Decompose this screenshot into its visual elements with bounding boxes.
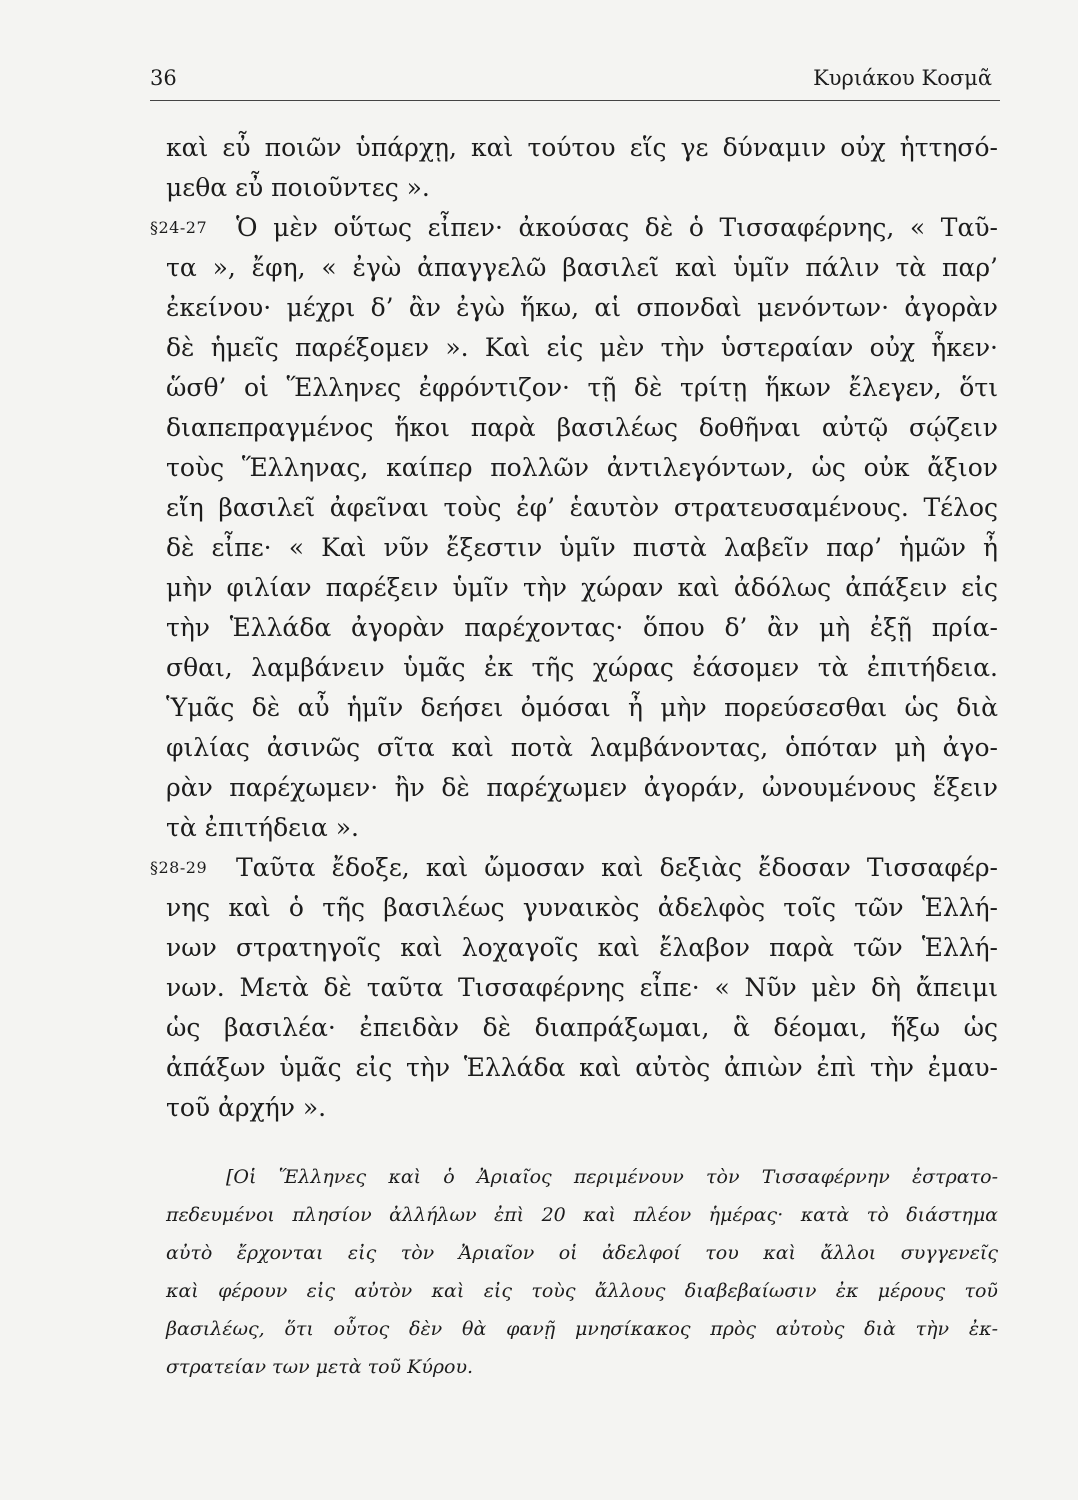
text-line: ρὰν παρέχωμεν· ἢν δὲ παρέχωμεν ἀγοράν, ὠνουμένους ἕξειν xyxy=(166,773,998,802)
text-line: ὥσθ’ οἱ Ἕλληνες ἐφρόντιζον· τῇ δὲ τρίτῃ ἥκων ἔλεγεν, ὅτι xyxy=(166,373,998,402)
text-line: σθαι, λαμβάνειν ὑμᾶς ἐκ τῆς χώρας ἐάσομεν τὰ ἐπιτήδεια. xyxy=(166,653,998,682)
text-line: καὶ εὖ ποιῶν ὑπάρχῃ, καὶ τούτου εἵς γε δύναμιν οὐχ ἡττησό- xyxy=(166,133,998,162)
page-number: 36 xyxy=(150,66,177,90)
section-marker: §28-29 xyxy=(150,858,208,877)
text-line: τὰ ἐπιτήδεια ». xyxy=(166,813,359,842)
running-title: Κυριάκου Κοσμᾶ xyxy=(813,66,992,90)
text-line: τα », ἔφη, « ἐγὼ ἀπαγγελῶ βασιλεῖ καὶ ὑμῖν πάλιν τὰ παρ’ xyxy=(166,253,998,282)
text-line: ἐκείνου· μέχρι δ’ ἂν ἐγὼ ἥκω, αἱ σπονδαὶ μενόντων· ἀγορὰν xyxy=(166,293,998,322)
page-header xyxy=(150,60,1000,101)
text-line: δὲ εἶπε· « Καὶ νῦν ἔξεστιν ὑμῖν πιστὰ λαβεῖν παρ’ ἡμῶν ἦ xyxy=(166,533,998,562)
text-line: νης καὶ ὁ τῆς βασιλέως γυναικὸς ἀδελφὸς τοῖς τῶν Ἑλλή- xyxy=(166,893,998,922)
note-line: καὶ φέρουν εἰς αὐτὸν καὶ εἰς τοὺς ἄλλους διαβεβαίωσιν ἐκ μέρους τοῦ xyxy=(166,1280,998,1302)
note-line: στρατείαν των μετὰ τοῦ Κύρου. xyxy=(166,1356,474,1378)
text-line: ἀπάξων ὑμᾶς εἰς τὴν Ἑλλάδα καὶ αὐτὸς ἀπιὼν ἐπὶ τὴν ἐμαυ- xyxy=(166,1053,998,1082)
text-line: δὲ ἡμεῖς παρέξομεν ». Καὶ εἰς μὲν τὴν ὑστεραίαν οὐχ ἧκεν· xyxy=(166,333,998,362)
text-line: Ὁ μὲν οὕτως εἶπεν· ἀκούσας δὲ ὁ Τισσαφέρνης, « Ταῦ- xyxy=(236,213,998,242)
text-line: τὴν Ἑλλάδα ἀγορὰν παρέχοντας· ὅπου δ’ ἂν μὴ ἐξῇ πρία- xyxy=(166,613,998,642)
text-line: φιλίας ἀσινῶς σῖτα καὶ ποτὰ λαμβάνοντας, ὁπόταν μὴ ἀγο- xyxy=(166,733,998,762)
text-line: εἴη βασιλεῖ ἀφεῖναι τοὺς ἐφ’ ἑαυτὸν στρατευσαμένους. Τέλος xyxy=(166,493,998,522)
text-line: ὡς βασιλέα· ἐπειδὰν δὲ διαπράξωμαι, ἃ δέομαι, ἥξω ὡς xyxy=(166,1013,998,1042)
text-line: τοὺς Ἕλληνας, καίπερ πολλῶν ἀντιλεγόντων, ὡς οὐκ ἄξιον xyxy=(166,453,998,482)
note-line: αὐτὸ ἔρχονται εἰς τὸν Ἀριαῖον οἱ ἀδελφοί του καὶ ἄλλοι συγγενεῖς xyxy=(166,1242,998,1264)
text-line: μεθα εὖ ποιοῦντες ». xyxy=(166,173,430,202)
note-line: βασιλέως, ὅτι οὗτος δὲν θὰ φανῇ μνησίκακος πρὸς αὐτοὺς διὰ τὴν ἐκ- xyxy=(166,1318,998,1340)
note-line: πεδευμένοι πλησίον ἀλλήλων ἐπὶ 20 καὶ πλέον ἡμέρας· κατὰ τὸ διάστημα xyxy=(166,1204,998,1226)
text-line: μὴν φιλίαν παρέξειν ὑμῖν τὴν χώραν καὶ ἀδόλως ἀπάξειν εἰς xyxy=(166,573,998,602)
note-line: [Οἱ Ἕλληνες καὶ ὁ Ἀριαῖος περιμένουν τὸν Τισσαφέρνην ἐστρατο- xyxy=(226,1166,998,1188)
text-line: Ὑμᾶς δὲ αὖ ἡμῖν δεήσει ὀμόσαι ἦ μὴν πορεύσεσθαι ὡς διὰ xyxy=(166,693,998,722)
section-marker: §24-27 xyxy=(150,218,208,237)
text-line: τοῦ ἀρχήν ». xyxy=(166,1093,327,1122)
text-line: διαπεπραγμένος ἥκοι παρὰ βασιλέως δοθῆναι αὐτῷ σῴζειν xyxy=(166,413,998,442)
text-line: Ταῦτα ἔδοξε, καὶ ὤμοσαν καὶ δεξιὰς ἔδοσαν Τισσαφέρ- xyxy=(236,853,998,882)
text-line: νων στρατηγοῖς καὶ λοχαγοῖς καὶ ἔλαβον παρὰ τῶν Ἑλλή- xyxy=(166,933,998,962)
text-line: νων. Μετὰ δὲ ταῦτα Τισσαφέρνης εἶπε· « Νῦν μὲν δὴ ἄπειμι xyxy=(166,973,998,1002)
